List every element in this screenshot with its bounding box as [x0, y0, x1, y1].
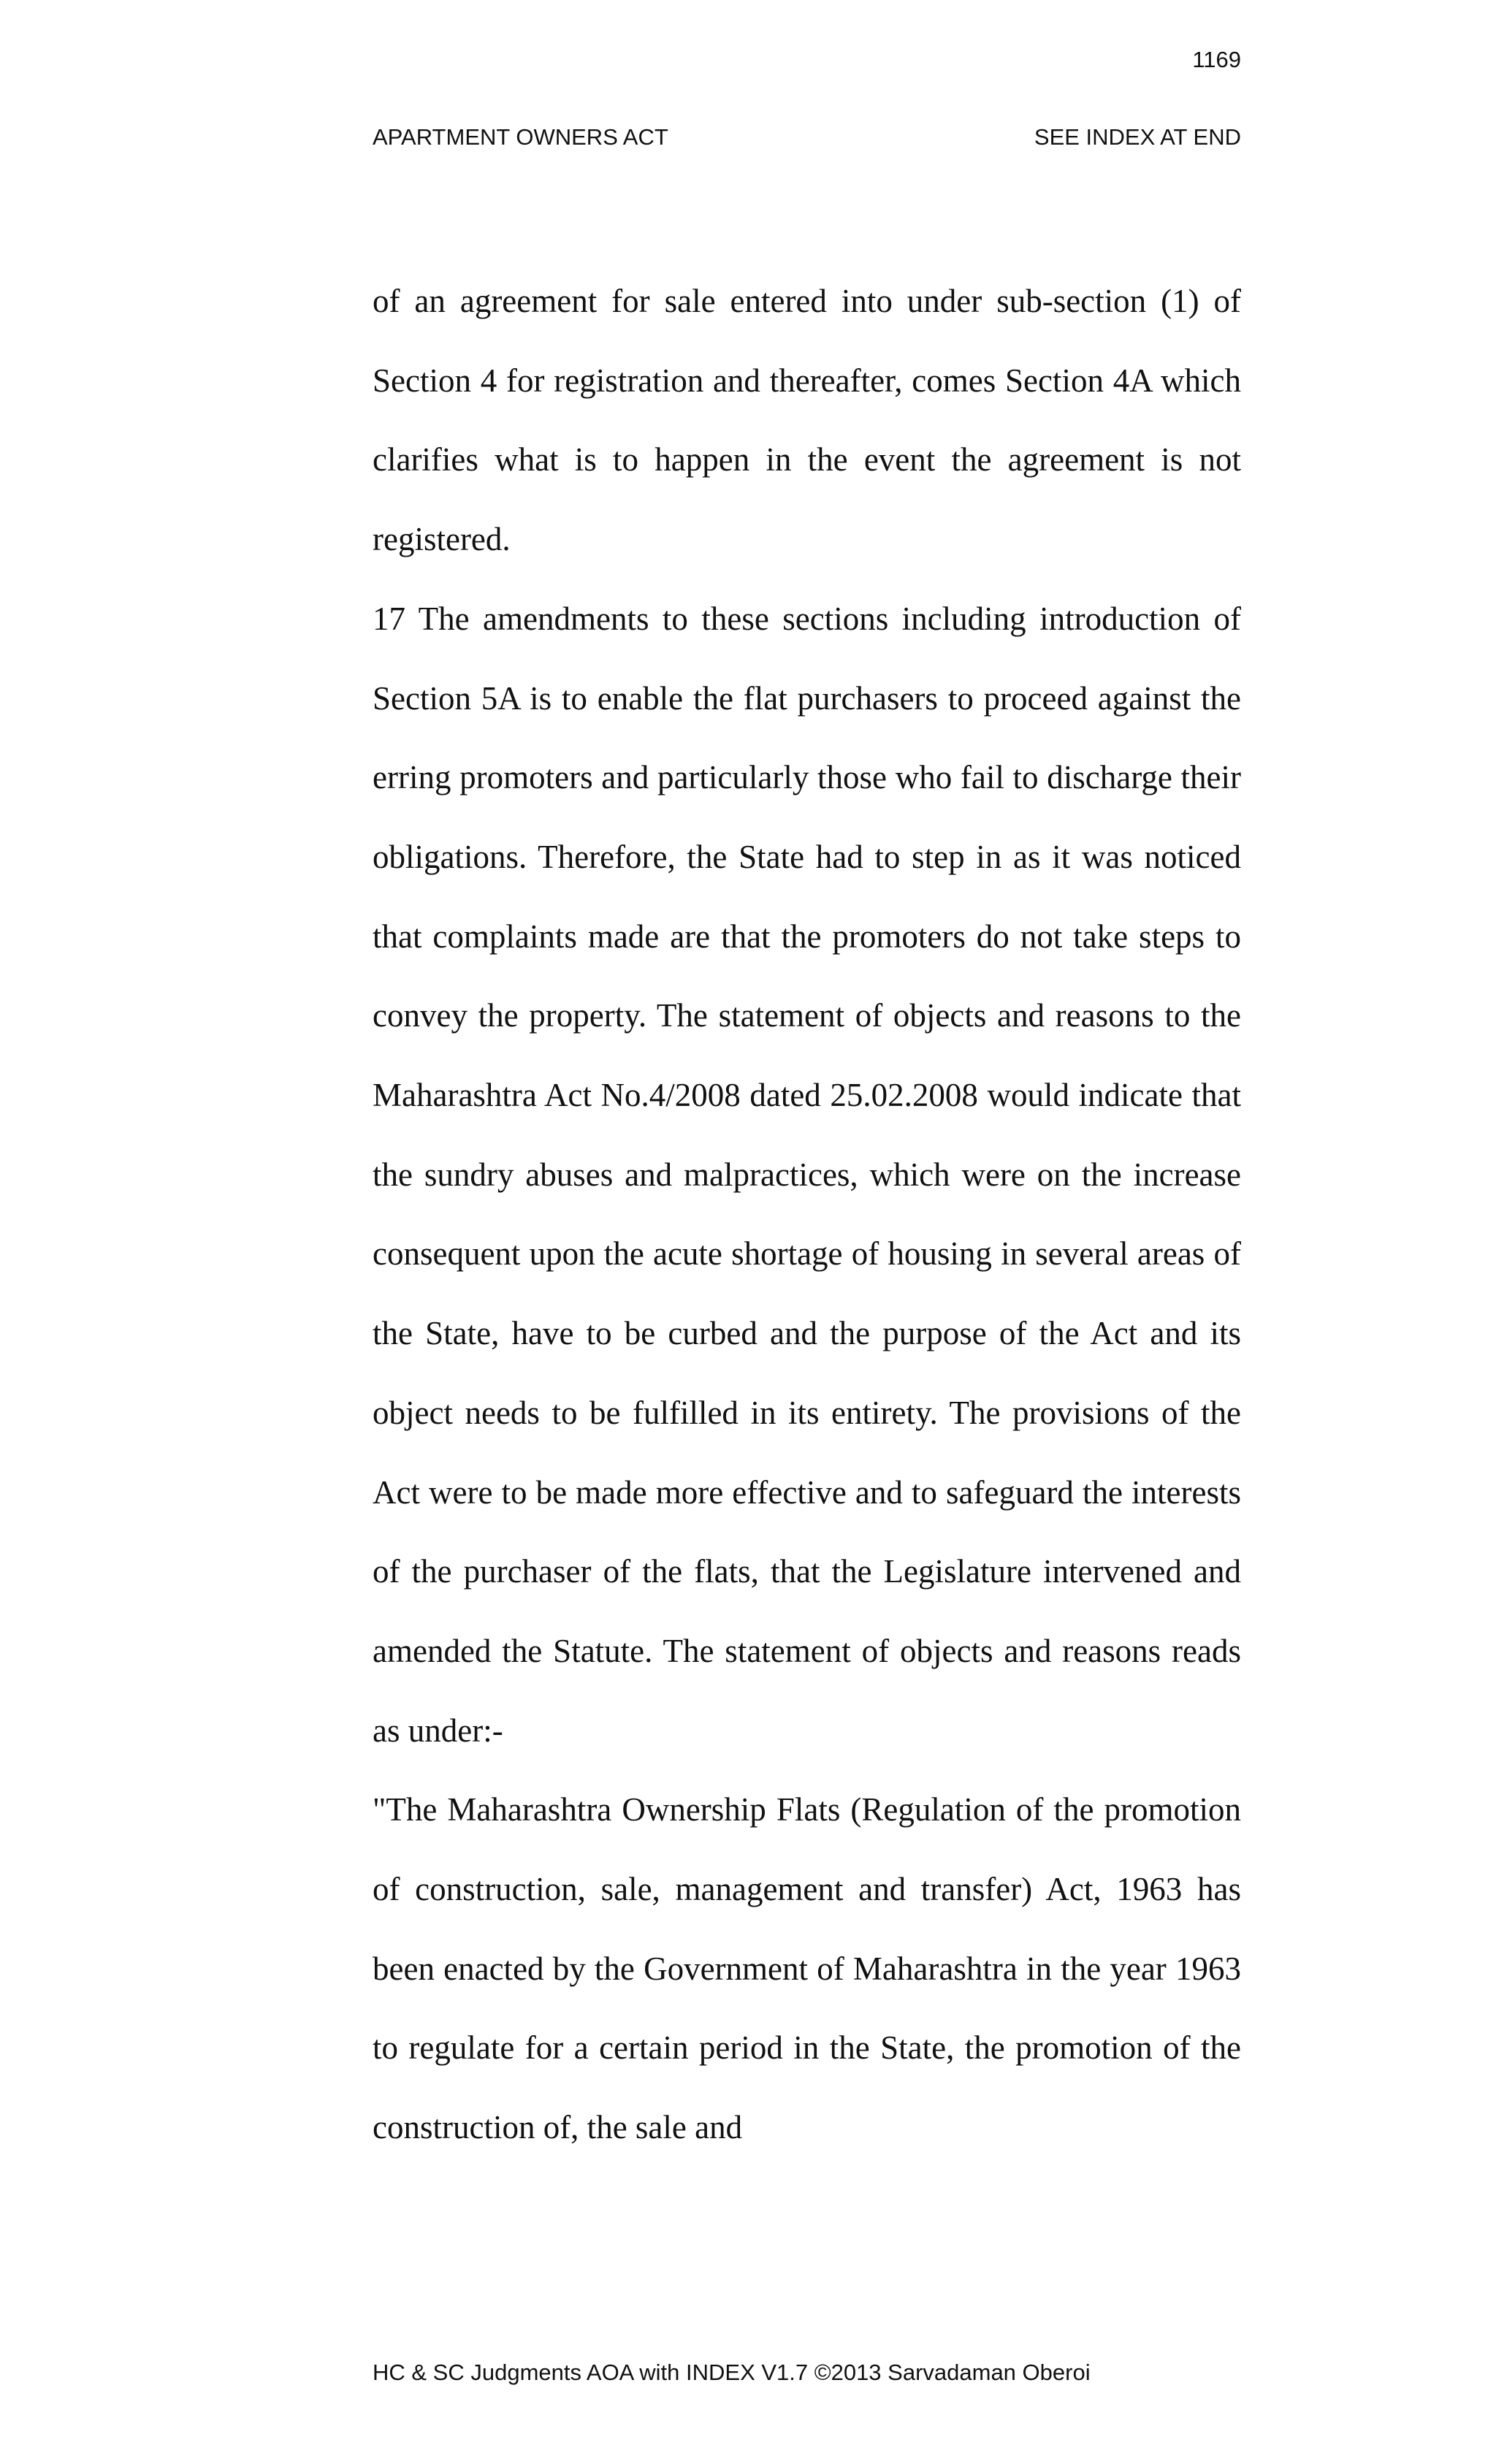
quoted-statement-of-objects: "The Maharashtra Ownership Flats (Regulation of the promotion of construction, sale, management and transfer) Act, 1963 has been enacted by the Government of Maharashtra in the year 1963 to regulate for a certain period in the State, the promotion of the construction of, the sale and [373, 1791, 1241, 2146]
running-header-index-note: SEE INDEX AT END [1034, 124, 1241, 150]
page-number: 1169 [1192, 47, 1241, 72]
document-body [373, 262, 1241, 2167]
paragraph-continuation: of an agreement for sale entered into under sub-section (1) of Section 4 for registration and thereafter, comes Section 4A which clarifies what is to happen in the event the agreement is not registered. [373, 283, 1241, 558]
paragraph-17: 17 The amendments to these sections including introduction of Section 5A is to enable the flat purchasers to proceed against the erring promoters and particularly those who fail to discharge their obligations. Therefore, the State had to step in as it was noticed that complaints made are that the promoters do not take steps to convey the property. The statement of objects and reasons to the Maharashtra Act No.4/2008 dated 25.02.2008 would indicate that the sundry abuses and malpractices, which were on the increase consequent upon the acute shortage of housing in several areas of the State, have to be curbed and the purpose of the Act and its object needs to be fulfilled in its entirety. The provisions of the Act were to be made more effective and to safeguard the interests of the purchaser of the flats, that the Legislature intervened and amended the Statute. The statement of objects and reasons reads as under:- [373, 600, 1241, 1749]
running-header-title: APARTMENT OWNERS ACT [373, 124, 668, 150]
page-footer: HC & SC Judgments AOA with INDEX V1.7 ©2013 Sarvadaman Oberoi [373, 2360, 1091, 2385]
